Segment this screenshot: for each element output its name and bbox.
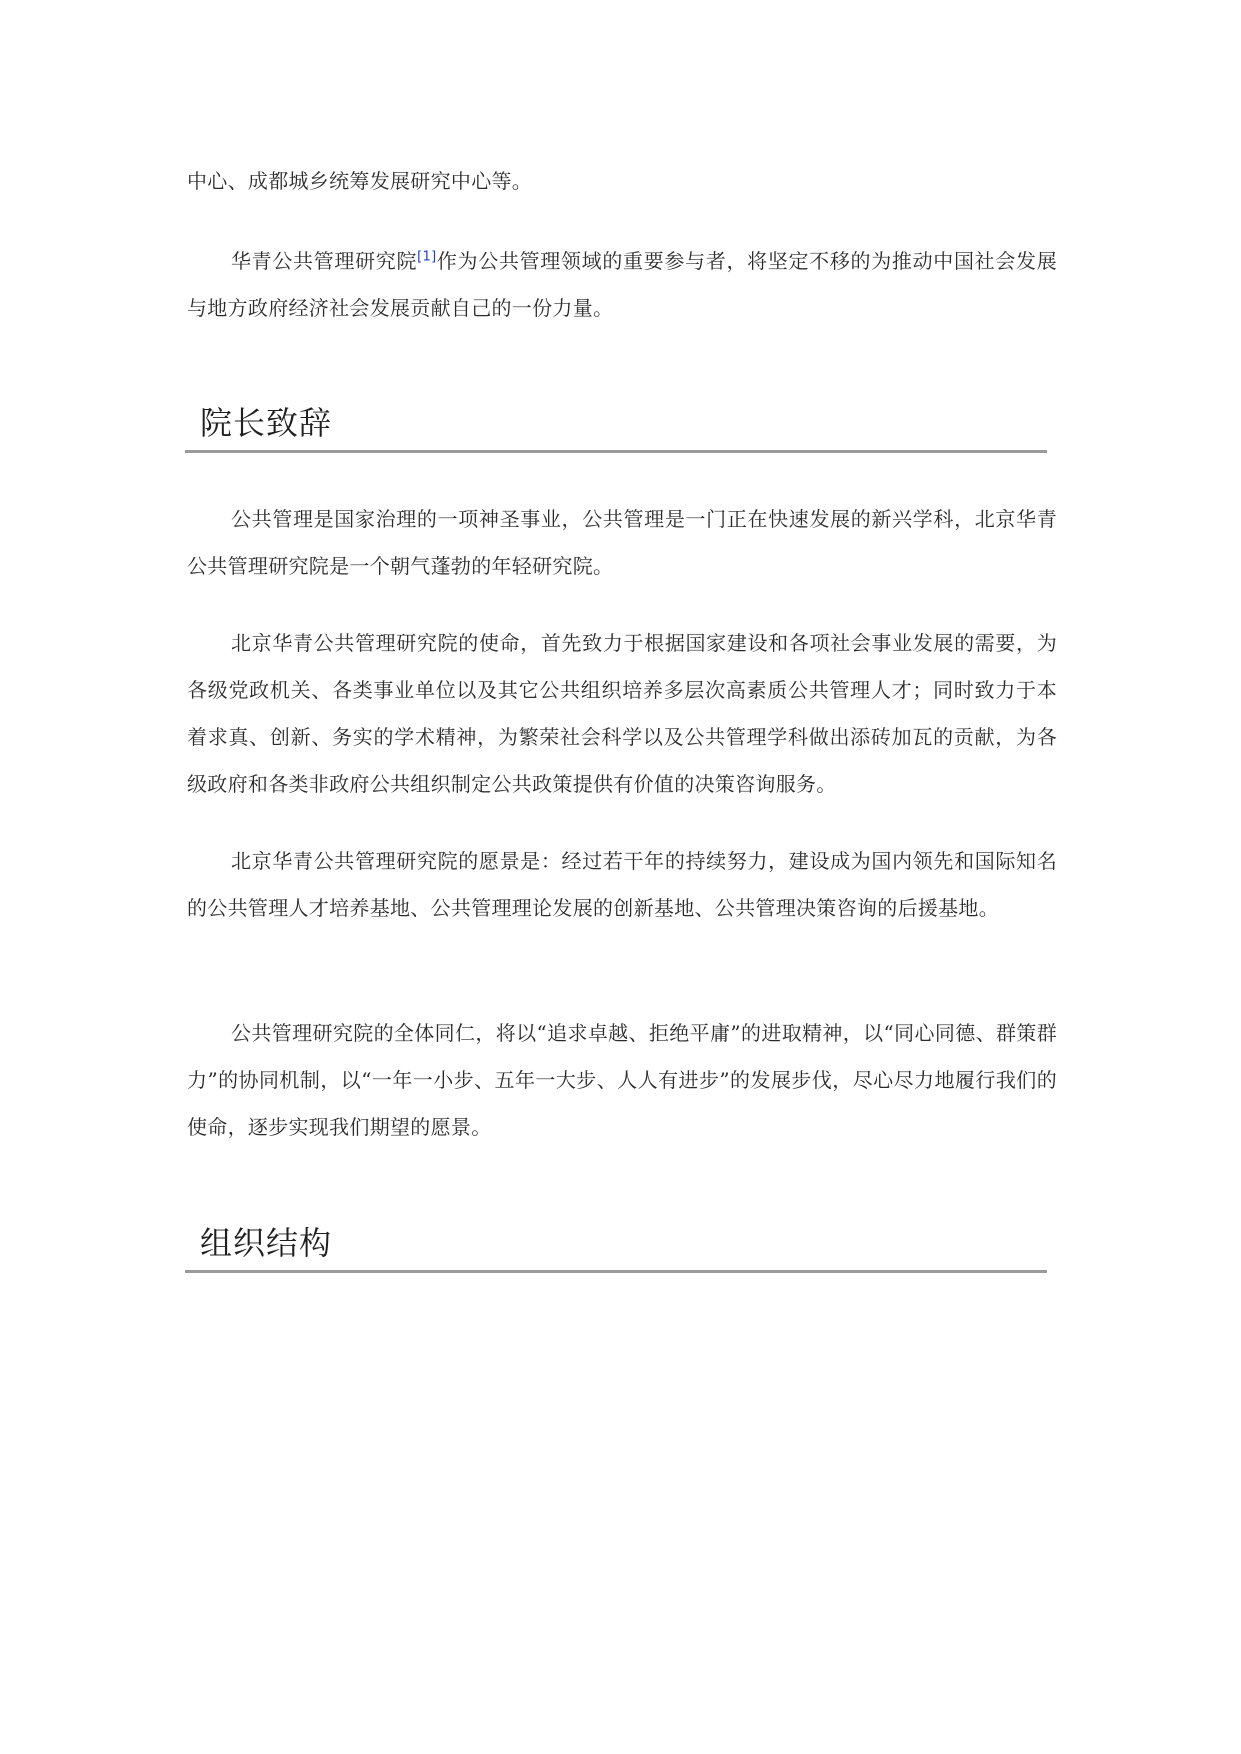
- section-divider: [185, 1270, 1047, 1273]
- president-message-paragraph-4: 公共管理研究院的全体同仁，将以“追求卓越、拒绝平庸”的进取精神，以“同心同德、群策群力”的协同机制，以“一年一小步、五年一大步、人人有进步”的发展步伐，尽心尽力地履行我们的使命，逐步实现我们期望的愿景。: [187, 1021, 1057, 1139]
- section-divider: [185, 450, 1047, 453]
- president-message-paragraph-1: 公共管理是国家治理的一项神圣事业，公共管理是一门正在快速发展的新兴学科，北京华青公共管理研究院是一个朝气蓬勃的年轻研究院。: [187, 507, 1057, 578]
- president-message-paragraph-2: 北京华青公共管理研究院的使命，首先致力于根据国家建设和各项社会事业发展的需要，为各级党政机关、各类事业单位以及其它公共组织培养多层次高素质公共管理人才；同时致力于本着求真、创新、务实的学术精神，为繁荣社会科学以及公共管理学科做出添砖加瓦的贡献，为各级政府和各类非政府公共组织制定公共政策提供有价值的决策咨询服务。: [187, 631, 1057, 796]
- footnote-ref-link[interactable]: [1]: [417, 249, 437, 265]
- section-heading-organization-structure: 组织结构: [200, 1224, 333, 1262]
- section-heading-president-message: 院长致辞: [200, 404, 333, 442]
- intro-paragraph: [187, 238, 1057, 332]
- intro-continuation: 中心、成都城乡统筹发展研究中心等。: [187, 169, 533, 193]
- president-message-paragraph-3: 北京华青公共管理研究院的愿景是：经过若干年的持续努力，建设成为国内领先和国际知名的公共管理人才培养基地、公共管理理论发展的创新基地、公共管理决策咨询的后援基地。: [187, 849, 1057, 920]
- intro-paragraph-end: 作为公共管理领域的重要参与者，将坚定不移的为推动中国社会发展与地方政府经济社会发展贡献自己的一份力量。: [187, 249, 1057, 320]
- intro-paragraph-start: 华青公共管理研究院: [231, 249, 418, 273]
